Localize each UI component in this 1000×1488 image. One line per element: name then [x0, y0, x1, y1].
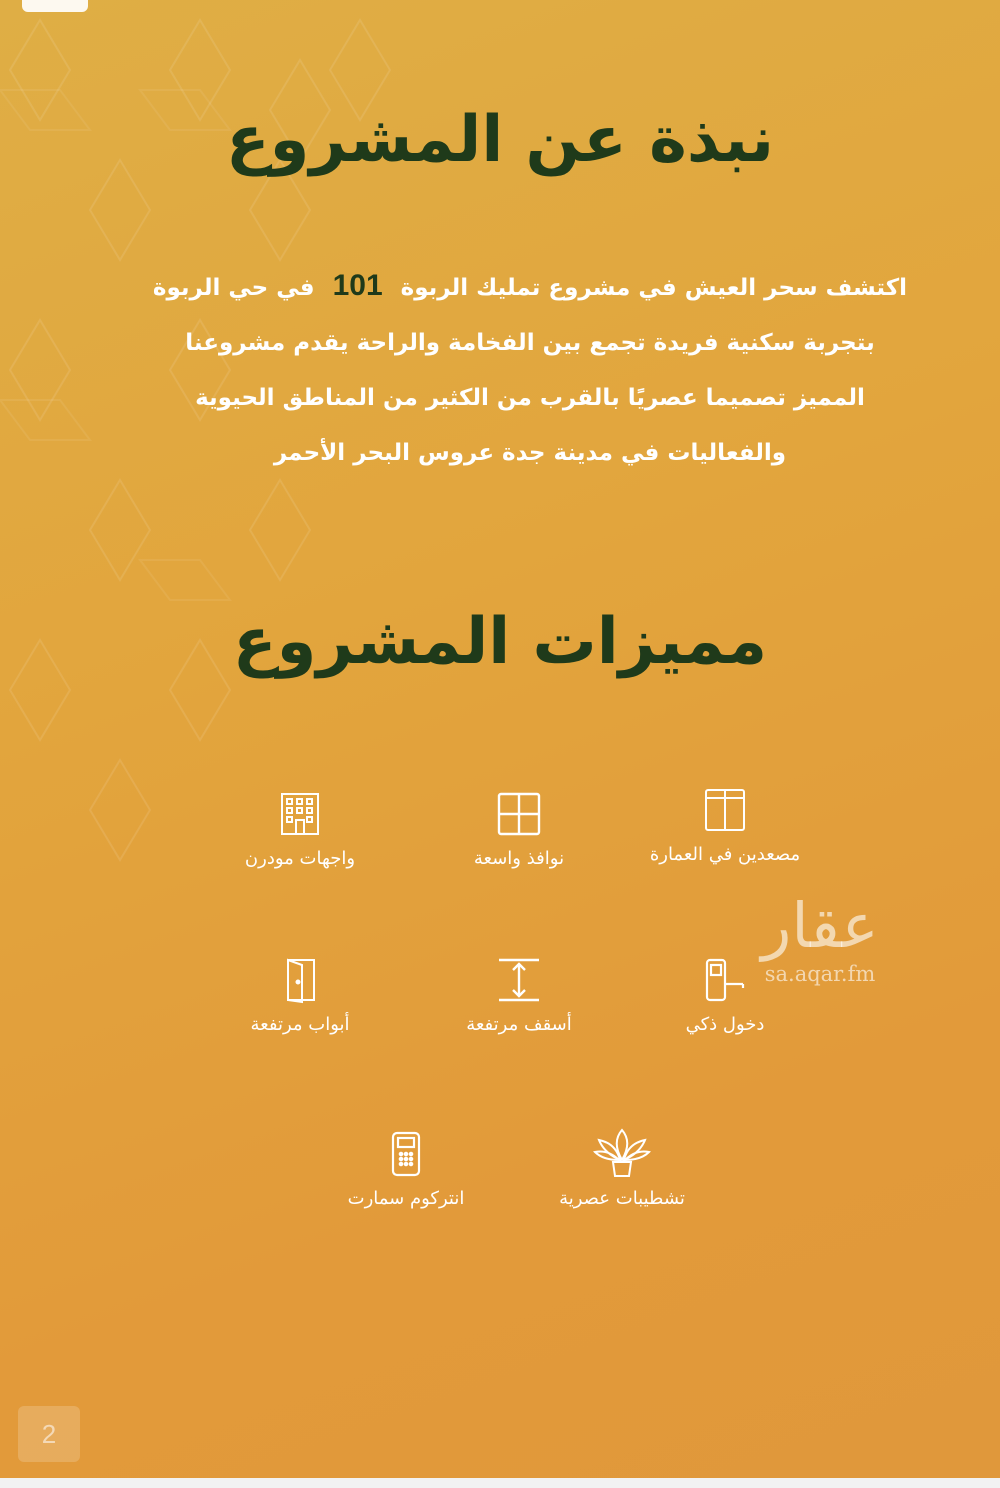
feature-modern-finishes: تشطيبات عصرية: [512, 1128, 732, 1212]
about-line-4: والفعاليات في مدينة جدة عروس البحر الأحمر: [273, 440, 787, 466]
watermark: [740, 890, 900, 986]
about-heading: نبذة عن المشروع: [225, 103, 775, 177]
watermark-url: sa.aqar.fm: [764, 962, 876, 986]
about-line-1: اكتشف سحر العيش في مشروع تمليك الربوة 101 في حي الربوة: [152, 269, 908, 302]
page-number[interactable]: 2: [18, 1406, 80, 1462]
feature-smart-intercom: انتركوم سمارت: [296, 1130, 516, 1212]
features-heading: مميزات المشروع: [232, 605, 768, 679]
feature-windows: نوافذ واسعة: [409, 790, 629, 872]
about-paragraph: [110, 258, 950, 481]
feature-high-ceilings: أسقف مرتفعة: [409, 956, 629, 1038]
bottom-strip: [0, 1478, 1000, 1488]
feature-facades: واجهات مودرن: [190, 790, 410, 872]
window-icon: [495, 790, 543, 838]
feature-smart-entry: دخول ذكي: [615, 956, 835, 1038]
building-icon: [276, 790, 324, 838]
top-tab: [22, 0, 88, 12]
watermark-name: عقار: [761, 889, 879, 962]
feature-elevators: مصعدين في العمارة: [615, 786, 835, 868]
about-line-2: بتجربة سكنية فريدة تجمع بين الفخامة والراحة يقدم مشروعنا: [185, 330, 875, 356]
about-line-3: المميز تصميما عصريًا بالقرب من الكثير من المناطق الحيوية: [195, 385, 865, 411]
plant-icon: [593, 1128, 651, 1178]
door-icon: [276, 956, 324, 1004]
intercom-icon: [382, 1130, 430, 1178]
ceiling-height-icon: [495, 956, 543, 1004]
feature-high-doors: أبواب مرتفعة: [190, 956, 410, 1038]
project-number: 101: [332, 269, 383, 302]
elevator-icon: [701, 786, 749, 834]
